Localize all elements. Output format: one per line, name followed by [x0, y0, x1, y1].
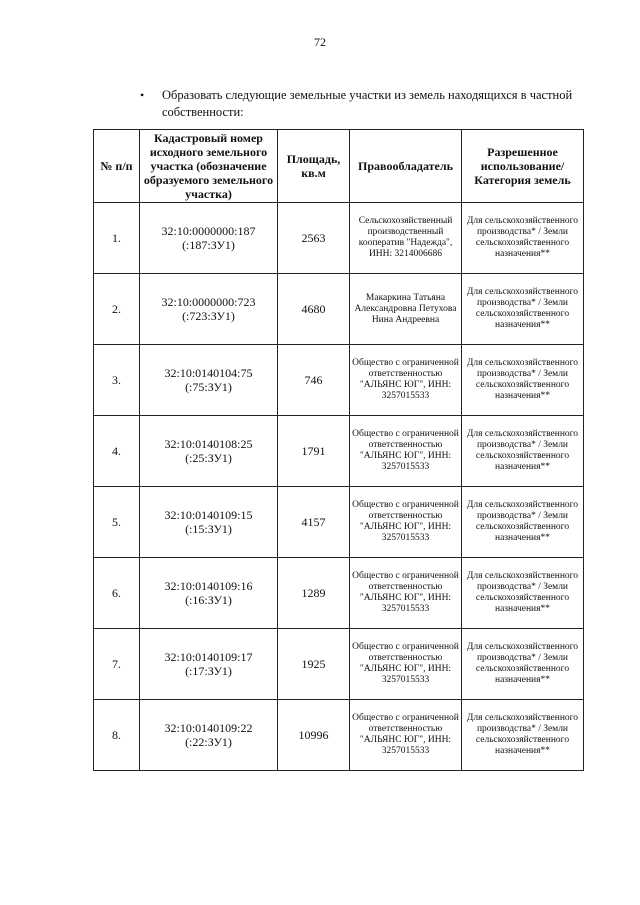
cadastral-number: 32:10:0140109:22 [164, 721, 253, 735]
plot-designation: (:15:ЗУ1) [185, 522, 232, 536]
table-header-row [94, 130, 584, 203]
cadastral-cell [140, 345, 278, 416]
cadastral-number: 32:10:0140109:15 [164, 508, 253, 522]
bullet-icon: • [140, 88, 145, 102]
area-cell: 1925 [278, 629, 350, 700]
cadastral-cell [140, 700, 278, 771]
table-row [94, 700, 584, 771]
owner-cell: Общество с ограниченной ответственностью "АЛЬЯНС ЮГ", ИНН: 3257015533 [350, 345, 462, 416]
cadastral-number: 32:10:0000000:187 [161, 224, 256, 238]
land-plots-table [93, 129, 584, 771]
row-number: 7. [94, 629, 140, 700]
cadastral-number: 32:10:0140108:25 [164, 437, 253, 451]
row-number: 3. [94, 345, 140, 416]
use-cell: Для сельскохозяйственного производства* / Земли сельскохозяйственного назначения** [462, 203, 584, 274]
row-number: 6. [94, 558, 140, 629]
plot-designation: (:187:ЗУ1) [182, 238, 235, 252]
cadastral-cell [140, 558, 278, 629]
row-number: 1. [94, 203, 140, 274]
table-row [94, 558, 584, 629]
cadastral-cell [140, 629, 278, 700]
header-num: № п/п [94, 130, 140, 203]
cadastral-cell [140, 203, 278, 274]
row-number: 8. [94, 700, 140, 771]
table-row [94, 487, 584, 558]
cadastral-number: 32:10:0140109:17 [164, 650, 253, 664]
area-cell: 746 [278, 345, 350, 416]
header-cadastral: Кадастровый номер исходного земельного участка (обозначение образуемого земельного участка) [140, 130, 278, 203]
owner-cell: Общество с ограниченной ответственностью "АЛЬЯНС ЮГ", ИНН: 3257015533 [350, 700, 462, 771]
cadastral-cell [140, 487, 278, 558]
area-cell: 10996 [278, 700, 350, 771]
use-cell: Для сельскохозяйственного производства* / Земли сельскохозяйственного назначения** [462, 345, 584, 416]
area-cell: 1791 [278, 416, 350, 487]
use-cell: Для сельскохозяйственного производства* / Земли сельскохозяйственного назначения** [462, 416, 584, 487]
header-area: Площадь, кв.м [278, 130, 350, 203]
row-number: 2. [94, 274, 140, 345]
area-cell: 4680 [278, 274, 350, 345]
owner-cell: Сельскохозяйственный производственный кооператив "Надежда", ИНН: 3214006686 [350, 203, 462, 274]
cadastral-number: 32:10:0140109:16 [164, 579, 253, 593]
cadastral-number: 32:10:0000000:723 [161, 295, 256, 309]
table-row [94, 629, 584, 700]
use-cell: Для сельскохозяйственного производства* / Земли сельскохозяйственного назначения** [462, 629, 584, 700]
area-cell: 4157 [278, 487, 350, 558]
row-number: 5. [94, 487, 140, 558]
plot-designation: (:16:ЗУ1) [185, 593, 232, 607]
use-cell: Для сельскохозяйственного производства* / Земли сельскохозяйственного назначения** [462, 558, 584, 629]
table-row [94, 416, 584, 487]
intro-text: Образовать следующие земельные участки из земель находящихся в частной собственности: [162, 88, 573, 119]
page-number: 72 [314, 35, 326, 49]
area-cell: 2563 [278, 203, 350, 274]
table-row [94, 203, 584, 274]
use-cell: Для сельскохозяйственного производства* / Земли сельскохозяйственного назначения** [462, 274, 584, 345]
owner-cell: Общество с ограниченной ответственностью "АЛЬЯНС ЮГ", ИНН: 3257015533 [350, 629, 462, 700]
use-cell: Для сельскохозяйственного производства* / Земли сельскохозяйственного назначения** [462, 700, 584, 771]
header-use: Разрешенное использование/ Категория земель [462, 130, 584, 203]
owner-cell: Общество с ограниченной ответственностью "АЛЬЯНС ЮГ", ИНН: 3257015533 [350, 416, 462, 487]
cadastral-cell [140, 416, 278, 487]
cadastral-number: 32:10:0140104:75 [164, 366, 253, 380]
use-cell: Для сельскохозяйственного производства* / Земли сельскохозяйственного назначения** [462, 487, 584, 558]
plot-designation: (:17:ЗУ1) [185, 664, 232, 678]
plot-designation: (:25:ЗУ1) [185, 451, 232, 465]
owner-cell: Общество с ограниченной ответственностью "АЛЬЯНС ЮГ", ИНН: 3257015533 [350, 558, 462, 629]
plot-designation: (:22:ЗУ1) [185, 735, 232, 749]
cadastral-cell [140, 274, 278, 345]
intro-paragraph [140, 87, 585, 121]
plot-designation: (:75:ЗУ1) [185, 380, 232, 394]
table-row [94, 274, 584, 345]
area-cell: 1289 [278, 558, 350, 629]
header-owner: Правообладатель [350, 130, 462, 203]
table-row [94, 345, 584, 416]
owner-cell: Общество с ограниченной ответственностью "АЛЬЯНС ЮГ", ИНН: 3257015533 [350, 487, 462, 558]
row-number: 4. [94, 416, 140, 487]
owner-cell: Макаркина Татьяна Александровна Петухова Нина Андреевна [350, 274, 462, 345]
plot-designation: (:723:ЗУ1) [182, 309, 235, 323]
